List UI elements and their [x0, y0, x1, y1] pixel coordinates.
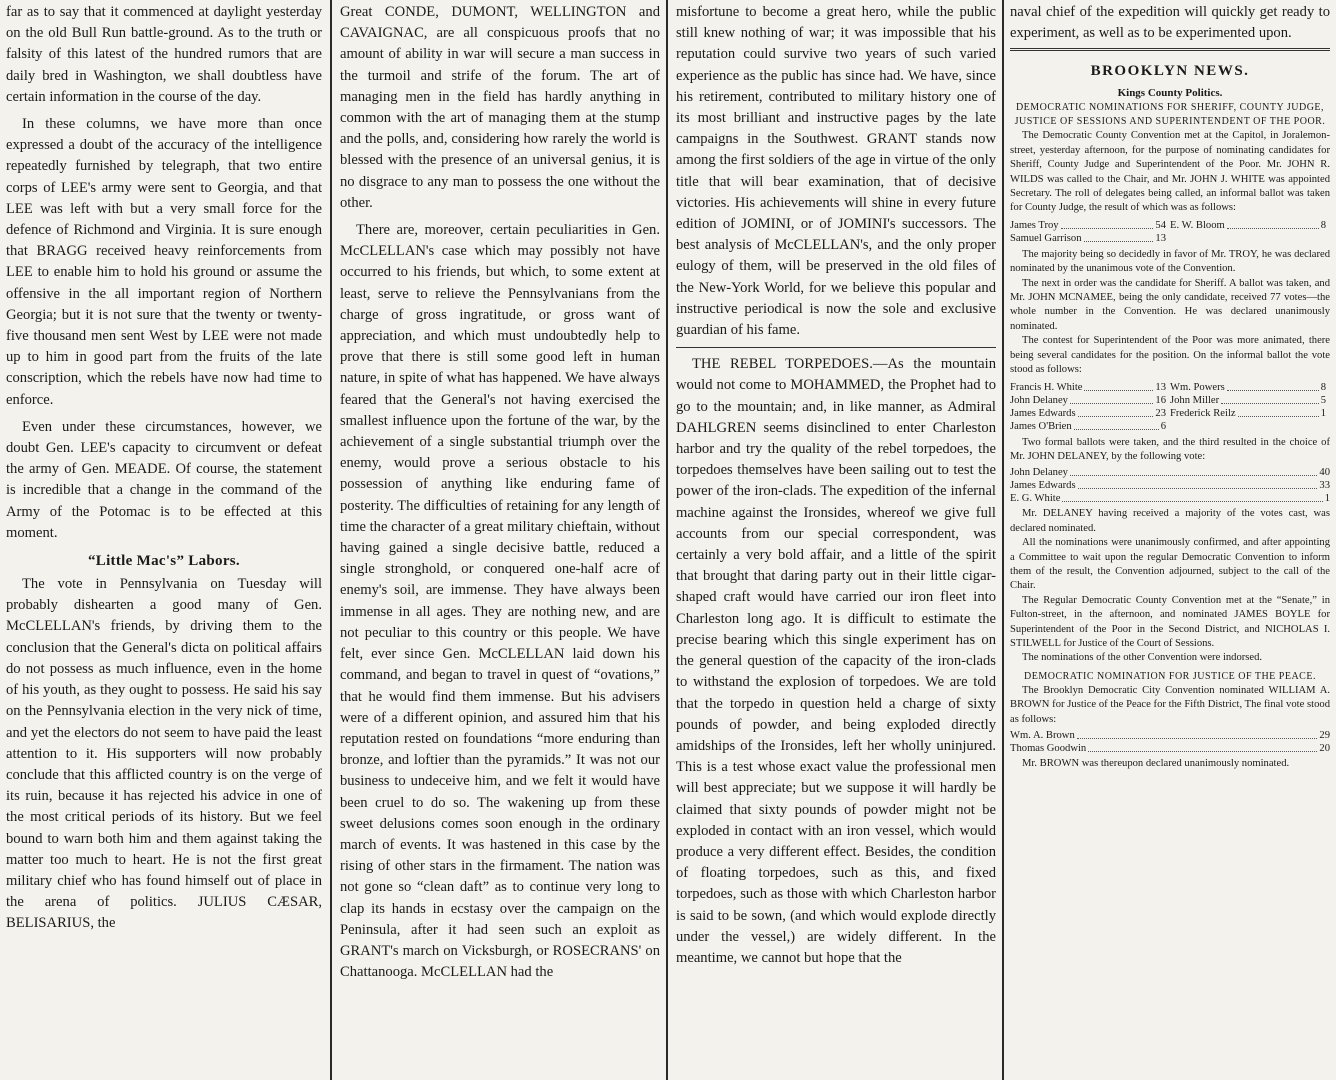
paragraph: The Democratic County Convention met at the Capitol, in Joralemon-street, yesterday afternoon, for the purpose of nominating candidates for Sheriff, County Judge and Superintendent of the Poor. Mr. JOHN R. WILDS was called to the Chair, and Mr. JOHN J. WHITE was appointed Secretary. The roll of delegates being called, an informal ballot was taken for County Judge, the result of which was as follows: [1010, 130, 1330, 214]
paragraph: All the nominations were unanimously confirmed, and after appointing a Committee to wait upon the regular Democratic Convention to inform them of the result, the Convention adjourned, subject to the call of the Chair. [1010, 537, 1330, 592]
candidate-name: James O'Brien [1010, 420, 1072, 432]
vote-count: 40 [1319, 467, 1330, 479]
vote-count: 6 [1160, 420, 1166, 432]
candidate-name: James Edwards [1010, 480, 1076, 492]
paragraph: far as to say that it commenced at daylight yesterday on the old Bull Run battle-ground. As to the truth or falsity of this latest of the hundred rumors that are daily bred in Washington, we shall doubtless have certain information in the course of the day. [6, 4, 322, 105]
candidate-name: James Troy [1010, 219, 1059, 231]
paragraph: The majority being so decidedly in favor of Mr. TROY, he was declared nominated by the unanimous vote of the Convention. [1010, 248, 1330, 275]
paragraph: Even under these circumstances, however, we doubt Gen. LEE's capacity to circumvent or defeat the army of Gen. MEADE. Of course, the statement is incredible that a change in the command of the Army of the Potomac is to be effected at this moment. [6, 418, 322, 541]
vote-count: 23 [1155, 407, 1166, 419]
vote-count: 20 [1319, 743, 1330, 754]
candidate-name: Thomas Goodwin [1010, 743, 1087, 754]
vote-row [1010, 232, 1330, 245]
vote-count: 29 [1319, 730, 1330, 741]
vote-table [1010, 381, 1330, 433]
vote-table [1010, 219, 1330, 245]
candidate-name: Francis H. White [1010, 381, 1083, 393]
paragraph: The next in order was the candidate for Sheriff. A ballot was taken, and Mr. JOHN MCNAMEE, being the only candidate, received 77 votes—the whole number in the Convention. He was declared unanimously nominated. [1010, 277, 1330, 332]
paragraph: In these columns, we have more than once expressed a doubt of the accuracy of the intelligence repeatedly furnished by telegraph, that two entire corps of LEE's army were sent to Georgia, and that LEE was left with but a very small force for the defence of Richmond and Virginia. It is sure enough that BRAGG received heavy reinforcements from LEE to enable him to hold his ground or assume the offensive in the all important region of Northern Georgia; but it is not sure that the twenty or twenty-five thousand men sent West by LEE were not made up to him in good part from the fruits of the late conscription, which the rebels have now had time to enforce. [6, 116, 322, 408]
candidate-name: E. G. White [1010, 493, 1061, 505]
vote-row [1010, 479, 1330, 492]
vote-table [1010, 729, 1330, 755]
candidate-name: James Edwards [1010, 407, 1076, 419]
paragraph: The nominations of the other Convention were indorsed. [1022, 652, 1263, 664]
paragraph: The Brooklyn Democratic City Convention nominated WILLIAM A. BROWN for Justice of the Peace for the Fifth District, The final vote stood as follows: [1010, 684, 1330, 725]
vote-row [1010, 407, 1330, 420]
vote-count: 16 [1155, 394, 1166, 406]
vote-count: 8 [1320, 381, 1326, 393]
paragraph: misfortune to become a great hero, while the public still knew nothing of war; it was impossible that his reputation could survive two years of such varied experience as the public has since had. We have, since his retirement, contributed to military history one of its most brilliant and instructive pages by the late campaigns in the Southwest. GRANT stands now among the first soldiers of the age in virtue of the only title that will bear examination, that of decisive victories. His achievements will shine in every future edition of JOMINI, or of JOMINI's successors. The best analysis of McCLELLAN's, and the only proper eulogy of them, will be preserved in the old files of the New-York World, for we believe this popular and instructive periodical is now the sole and exclusive guardian of his fame. [676, 4, 996, 339]
candidate-name: Samuel Garrison [1010, 232, 1082, 244]
divider [676, 347, 996, 348]
column-4 [1006, 0, 1336, 1080]
candidate-name: Wm. Powers [1170, 381, 1225, 393]
paragraph: The vote in Pennsylvania on Tuesday will probably dishearten a good many of Gen. McCLELLAN's friends, by driving them to the conclusion that the General's dicta on political affairs do not possess as much influence, even in the home of his youth, as they ought to possess. He said his say on the Pennsylvania election in the very nick of time, and yet the electors do not seem to have paid the least attention to it. His supporters will now probably conclude that this afflicted country is on the verge of its ruin, because it has rejected his advice in one of the most critical periods of its history. But we feel bound to warn both him and them against taking the matter too much to heart. He is not the first great military chief who has found himself out of place in the arena of politics. JULIUS CÆSAR, BELISARIUS, the [6, 576, 322, 932]
vote-table [1010, 466, 1330, 505]
article-heading: “Little Mac's” Labors. [87, 553, 240, 570]
column-rule-2 [666, 0, 668, 1080]
vote-count: 13 [1155, 381, 1166, 393]
candidate-name: Frederick Reilz [1170, 407, 1236, 419]
article-subhead: DEMOCRATIC NOMINATIONS FOR SHERIFF, COUNTY JUDGE, JUSTICE OF SESSIONS AND SUPERINTENDENT OF THE POOR. [1014, 102, 1326, 128]
vote-row [1010, 381, 1330, 394]
candidate-name: E. W. Bloom [1170, 219, 1225, 231]
paragraph: Two formal ballots were taken, and the third resulted in the choice of Mr. JOHN DELANEY, by the following vote: [1010, 436, 1330, 462]
vote-count: 5 [1320, 394, 1326, 406]
vote-row [1010, 219, 1330, 232]
vote-count: 1 [1324, 493, 1330, 505]
column-2 [334, 0, 664, 1080]
paragraph: Mr. DELANEY having received a majority of the votes cast, was declared nominated. [1010, 508, 1330, 534]
article-subhead: DEMOCRATIC NOMINATION FOR JUSTICE OF THE PEACE. [1024, 670, 1316, 682]
paragraph: THE REBEL TORPEDOES.—As the mountain would not come to MOHAMMED, the Prophet had to go to the mountain; and, in like manner, as Admiral DAHLGREN seems disinclined to enter Charleston harbor and try the quality of the rebel torpedoes, the torpedoes themselves have been sailing out to test the power of the iron-clads. The expedition of the infernal machine against the Ironsides, whereof we give full accounts from our special correspondent, was certainly a very bold affair, and a little of the spirit that brought that daring party out in their little cigar-shaped craft would have carried our iron fleet into Charleston long ago. It is difficult to estimate the precise bearing which this single experiment has on the general question of the capacity of the iron-clads to withstand the explosion of torpedoes. We are told that the torpedo in question held a charge of sixty pounds of powder, and being exploded directly amidships of the Ironsides, left her wholly uninjured. This is a test whose exact value the professional men will best appreciate; but we suppose it will hardly be claimed that sixty pounds of powder might not be exploded in contact with an iron vessel, which would produce a very different effect. Besides, the condition of floating torpedoes, such as this, and fixed torpedoes, such as those with which Charleston harbor is said to be sown, (and which would explode directly under the vessel,) are widely different. In the meantime, we cannot but hope that the [676, 356, 996, 966]
article-heading: Kings County Politics. [1117, 87, 1223, 100]
vote-count: 8 [1320, 219, 1326, 231]
column-1 [0, 0, 328, 1080]
vote-count: 33 [1319, 480, 1330, 492]
vote-row [1010, 492, 1330, 505]
column-rule-1 [330, 0, 332, 1080]
paragraph: There are, moreover, certain peculiarities in Gen. McCLELLAN's case which may possibly not have occurred to his friends, but which, to some extent at least, serve to relieve the Pennsylvanians from the charge of gross ingratitude, or gross want of appreciation, and which must undoubtedly help to prove that there is still some good left in human nature, in spite of what has happened. We have always feared that the General's not having exercised the smallest influence upon the fortune of the war, by the achievement of a single substantial triumph over the enemy, would prove a serious obstacle to his possession of anything like enduring fame of posterity. The difficulties of retaining for any length of time the character of a great military chieftain, without having gained a single decisive battle, reduced a single stronghold, or conquered one-half acre of enemy's soil, are immense. They have always been immense in all ages. They are nothing new, and are not peculiar to this country or this people. We have felt, ever since Gen. McCLELLAN laid down his command, and began to travel in quest of “ovations,” that he would find them immense. But his advisers were of a different opinion, and assured him that his reputation rested on foundations “more enduring than bronze, and loftier than the pyramids.” It was not our business to undeceive him, and we felt it would have been cruel to do so. The wakening up from these sweet delusions comes soon enough in the ordinary march of events. It was hastened in this case by the rising of other stars in the firmament. The nation was not gone so “clean daft” as to continue very long to clap its hands in ecstasy over the campaign on the Peninsula, after it had seen such an exploit as GRANT's march on Vicksburgh, or ROSECRANS' on Chattanooga. McCLELLAN had the [340, 222, 660, 981]
paragraph: The contest for Superintendent of the Poor was more animated, there being several candidates for the position. On the informal ballot the vote stood as follows: [1010, 335, 1330, 376]
vote-count: 13 [1155, 232, 1166, 244]
vote-row [1010, 420, 1330, 433]
paragraph: Great CONDE, DUMONT, WELLINGTON and CAVAIGNAC, are all conspicuous proofs that no amount of ability in war will secure a man success in the turmoil and strife of the forum. The art of managing men in the field has hardly anything in common with the art of managing them at the stump and the polls, and, considering how rarely the world is blessed with the presence of an universal genius, it is no disgrace to any man to possess the one without the other. [340, 4, 660, 211]
paragraph: naval chief of the expedition will quickly get ready to experiment, as well as to be experimented upon. [1010, 4, 1330, 42]
paragraph: Mr. BROWN was thereupon declared unanimously nominated. [1022, 758, 1290, 769]
candidate-name: John Delaney [1010, 394, 1068, 406]
section-title: BROOKLYN NEWS. [1090, 63, 1250, 80]
column-rule-3 [1002, 0, 1004, 1080]
candidate-name: John Delaney [1010, 467, 1068, 479]
vote-row [1010, 466, 1330, 479]
candidate-name: Wm. A. Brown [1010, 730, 1075, 741]
candidate-name: John Miller [1170, 394, 1220, 406]
divider [1010, 48, 1330, 51]
paragraph: The Regular Democratic County Convention met at the “Senate,” in Fulton-street, in the afternoon, and nominated JAMES BOYLE for Superintendent of the Poor in the Second District, and NICHOLAS I. STILWELL for Justice of the Court of Sessions. [1010, 594, 1330, 649]
vote-row [1010, 729, 1330, 742]
vote-row [1010, 394, 1330, 407]
vote-count: 1 [1320, 407, 1326, 419]
vote-row [1010, 742, 1330, 755]
column-3 [670, 0, 1000, 1080]
vote-count: 54 [1155, 219, 1166, 231]
